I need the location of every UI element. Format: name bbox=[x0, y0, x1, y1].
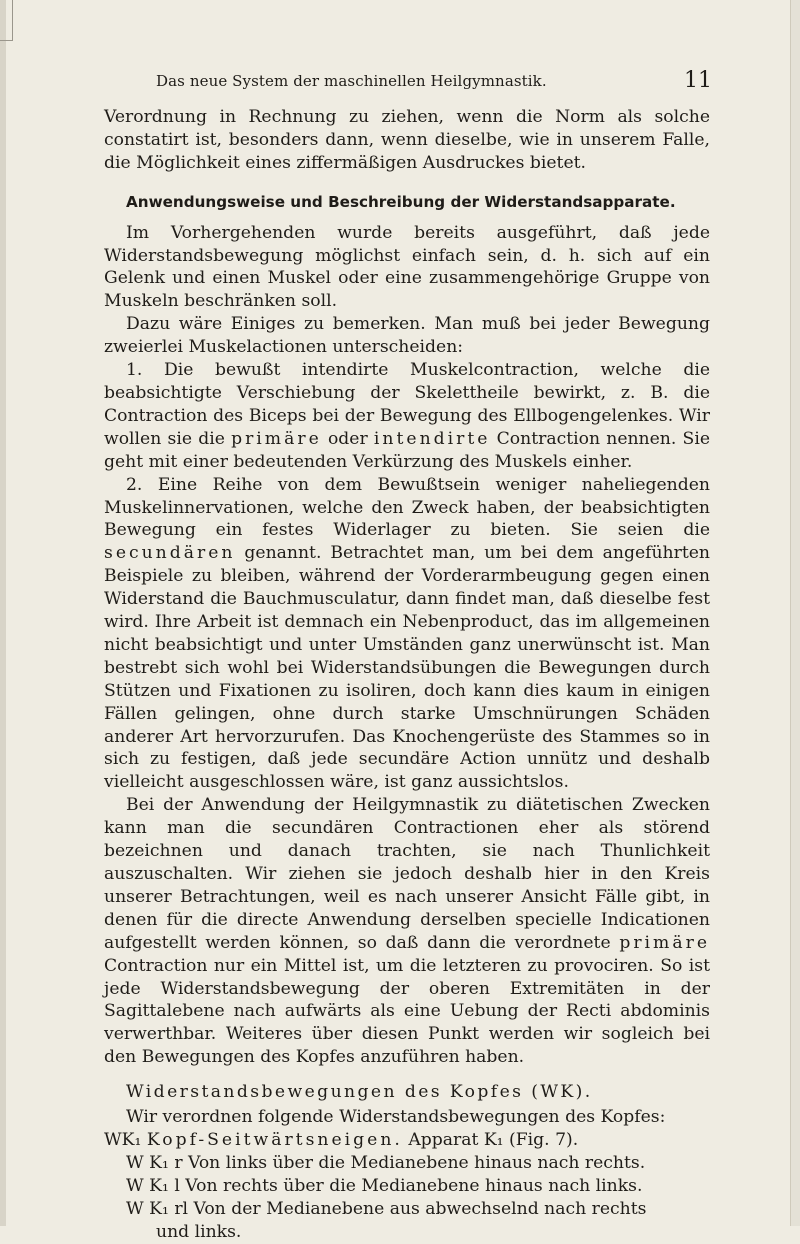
paragraph-2: Im Vorhergehenden wurde bereits ausgeführt, daß jede Widerstandsbewegung möglichst einfach sein, d. h. sich auf ein Gelenk und einen Muskel oder eine zusammengehörige Gruppe von Muskeln beschränken soll. bbox=[104, 222, 710, 312]
paragraph-3: Dazu wäre Einiges zu bemerken. Man muß bei jeder Bewegung zweierlei Muskelactionen unterscheiden: bbox=[104, 314, 710, 358]
exercise-wk1 bbox=[104, 1129, 710, 1152]
exercise-name: Kopf-Seitwärtsneigen. bbox=[146, 1129, 403, 1150]
emphasis-intendirte: intendirte bbox=[373, 428, 491, 449]
section-heading-apparatus: Anwendungsweise und Beschreibung der Widerstandsapparate. bbox=[126, 192, 676, 211]
text-run: Contraction nennen. Sie geht mit einer bedeutenden Verkürzung des Muskels einher. bbox=[104, 428, 710, 472]
text-run: Contraction nur ein Mittel ist, um die letzteren zu provociren. So ist jede Widerstandsbewegung der oberen Extremitäten in der Sagittalebene nach aufwärts als eine Uebung der Recti abdominis verwerthbar. Weiteres über diesen Punkt werden wir sogleich bei den Bewegungen des Kopfes anzuführen haben. bbox=[104, 955, 710, 1068]
exercise-wk1-alternating-continued: und links. bbox=[156, 1221, 242, 1242]
exercise-wk1-right: W K₁ r Von links über die Medianebene hinaus nach rechts. bbox=[126, 1152, 646, 1173]
text-run: oder bbox=[321, 428, 374, 449]
exercise-wk1-alternating: W K₁ rl Von der Medianebene aus abwechselnd nach rechts bbox=[126, 1198, 647, 1219]
scan-corner-mark bbox=[0, 0, 13, 41]
page-number: 11 bbox=[684, 68, 712, 93]
paragraph-dietetic-use bbox=[104, 794, 710, 1069]
paragraph-1: Verordnung in Rechnung zu ziehen, wenn die Norm als solche constatirt ist, besonders dann, wenn dieselbe, wie in unserem Falle, die Möglichkeit eines ziffermäßigen Ausdruckes bietet. bbox=[104, 107, 710, 173]
scan-edge-right bbox=[790, 0, 800, 1226]
emphasis-primaere: primäre bbox=[231, 428, 322, 449]
paragraph-primary-contraction bbox=[104, 359, 710, 474]
text-run: 1. Die bewußt intendirte Muskelcontraction, welche die beabsichtigte Verschiebung der Skelettheile bewirkt, z. B. die Contraction des Biceps bei der Bewegung des Ellbogengelenkes. Wir wollen sie die bbox=[104, 360, 710, 449]
emphasis-secundaeren: secundären bbox=[104, 543, 236, 564]
paragraph-secondary-contraction bbox=[104, 474, 710, 795]
scan-edge-left bbox=[0, 0, 6, 1226]
exercise-code: WK₁ bbox=[104, 1129, 142, 1150]
book-page bbox=[104, 0, 710, 1244]
page-header bbox=[104, 60, 710, 100]
exercise-wk1-left: W K₁ l Von rechts über die Medianebene hinaus nach links. bbox=[126, 1175, 643, 1196]
text-run: Bei der Anwendung der Heilgymnastik zu diätetischen Zwecken kann man die secundären Contractionen eher als störend bezeichnen und danach trachten, sie nach Thunlichkeit auszuschalten. Wir ziehen sie jedoch deshalb hier in den Kreis unserer Betrachtungen, weil es nach unserer Ansicht Fälle gibt, in denen für die directe Anwendung derselben specielle Indicationen aufgestellt werden können, so daß dann die verordnete bbox=[104, 795, 710, 953]
paragraph-prescription: Wir verordnen folgende Widerstandsbewegungen des Kopfes: bbox=[126, 1107, 666, 1128]
exercise-apparatus: Apparat K₁ (Fig. 7). bbox=[402, 1129, 579, 1150]
text-run: 2. Eine Reihe von dem Bewußtsein weniger naheliegenden Muskelinnervationen, welche den Zweck haben, der beabsichtigten Bewegung ein festes Widerlager zu bieten. Sie seien die bbox=[104, 474, 710, 541]
section-heading-head-movements: Widerstandsbewegungen des Kopfes (WK). bbox=[126, 1082, 593, 1103]
running-title: Das neue System der maschinellen Heilgymnastik. bbox=[156, 72, 547, 90]
emphasis-primaere-2: primäre bbox=[619, 932, 710, 953]
text-run: genannt. Betrachtet man, um bei dem angeführten Beispiele zu bleiben, während der Vorderarmbeugung gegen einen Widerstand die Bauchmusculatur, dann findet man, daß dieselbe fest wird. Ihre Arbeit ist demnach ein Nebenproduct, das im allgemeinen nicht beabsichtigt und unter Umständen ganz unerwünscht ist. Man bestrebt sich wohl bei Widerstandsübungen die Bewegungen durch Stützen und Fixationen zu isoliren, doch kann dies kaum in einigen Fällen gelingen, ohne durch starke Umschnürungen Schäden anderer Art hervorzurufen. Das Knochengerüste des Stammes so in sich zu festigen, daß jede secundäre Action unnütz und deshalb vielleicht ausgeschlossen wäre, ist ganz aussichtslos. bbox=[104, 543, 710, 793]
